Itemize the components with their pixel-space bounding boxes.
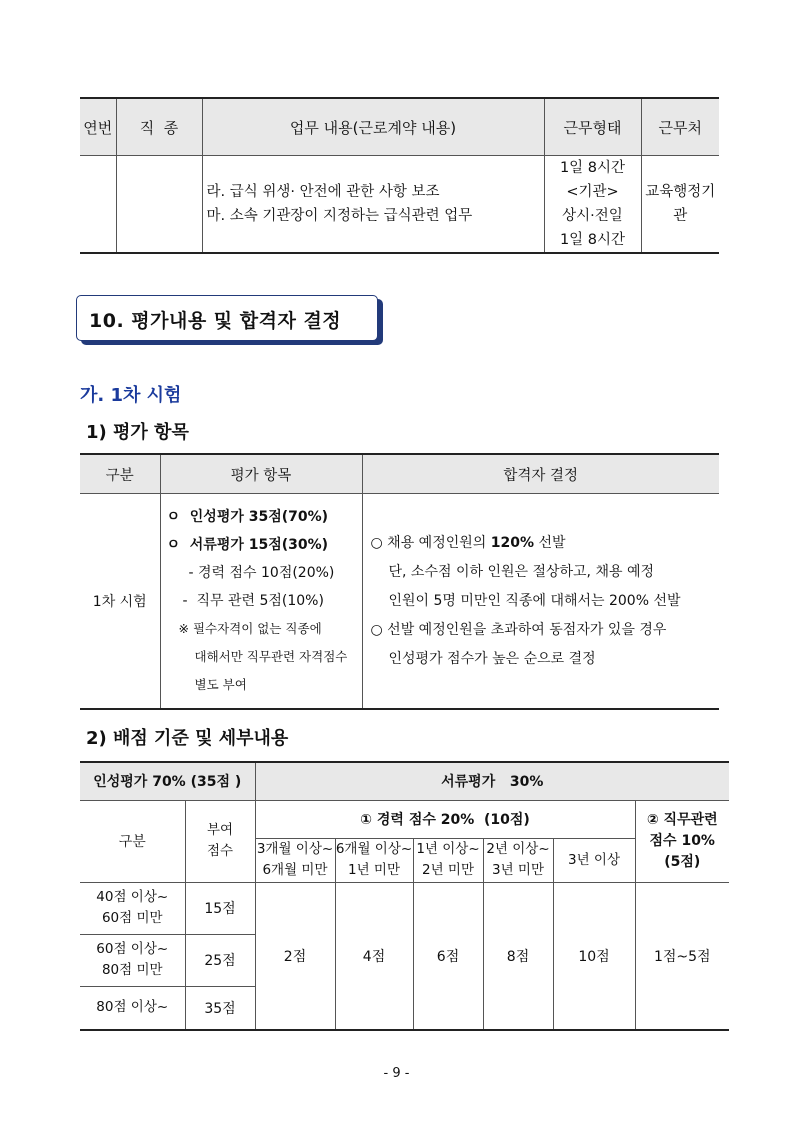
career-range: [553, 838, 635, 882]
career-range-line: 1년 이상~: [416, 841, 480, 857]
personality-range: [80, 934, 185, 986]
career-score: 10점: [553, 882, 635, 1030]
task-line: 라. 급식 위생· 안전에 관한 사항 보조: [206, 184, 440, 200]
header-decision: 합격자 결정: [362, 454, 719, 494]
item-job-related: - 직무 관련 5점(10%): [182, 593, 324, 609]
personality-score: 25점: [185, 934, 255, 986]
personality-range-line: 60점 미만: [101, 910, 163, 926]
form-line: 상시·전일: [562, 208, 623, 224]
scoring-table: [80, 761, 729, 1031]
subsection-first-exam: 가. 1차 시험: [80, 385, 182, 406]
header-place: 근무처: [641, 98, 719, 156]
header-points-line: 부여: [206, 822, 234, 838]
career-score: 6점: [413, 882, 483, 1030]
header-personality: 인성평가 70% (35점 ): [80, 762, 255, 800]
career-range-line: 3년 이상: [567, 851, 620, 868]
career-range-line: 1년 미만: [347, 862, 400, 878]
career-range: [255, 838, 335, 882]
personality-range: [80, 986, 185, 1030]
personality-range: [80, 882, 185, 934]
header-job-line: (5점): [664, 853, 701, 870]
header-tasks: 업무 내용(근로계약 내용): [202, 98, 544, 156]
task-line: 마. 소속 기관장이 지정하는 급식관련 업무: [206, 208, 473, 224]
career-score: 2점: [255, 882, 335, 1030]
career-range-line: 6개월 미만: [262, 862, 328, 878]
header-job: 직 종: [116, 98, 202, 156]
form-line: <기관>: [566, 184, 619, 200]
section-header-box: [76, 295, 378, 341]
item-career: - 경력 점수 10점(20%): [188, 565, 335, 581]
form-line: 1일 8시간: [559, 232, 626, 248]
subsection-scoring: 2) 배점 기준 및 세부내용: [86, 728, 289, 749]
decision-line: ○ 선발 예정인원을 초과하여 동점자가 있을 경우: [370, 621, 667, 638]
note-line: 대해서만 직무관련 자격점수: [194, 649, 348, 664]
header-points-line: 점수: [206, 843, 234, 859]
row-job: [116, 156, 202, 254]
decision-text: 선발: [534, 534, 566, 551]
career-range-line: 3개월 이상~: [256, 841, 334, 857]
personality-range-line: 80점 미만: [101, 962, 163, 978]
career-range: [413, 838, 483, 882]
row-form: [544, 156, 641, 254]
section-title: 10. 평가내용 및 합격자 결정: [89, 310, 342, 332]
row-label: 1차 시험: [80, 494, 160, 710]
header-document: 서류평가 30%: [255, 762, 729, 800]
job-duty-table: [80, 97, 719, 254]
career-range: [483, 838, 553, 882]
header-job-line: ② 직무관련: [646, 811, 718, 828]
personality-range-line: 60점 이상~: [96, 941, 169, 957]
decision-cell: [362, 494, 719, 710]
place-line: 관: [673, 208, 688, 224]
header-form: 근무형태: [544, 98, 641, 156]
career-range-line: 3년 미만: [491, 862, 544, 878]
row-place: [641, 156, 719, 254]
decision-line: 인성평가 점수가 높은 순으로 결정: [388, 650, 596, 667]
career-range: [335, 838, 413, 882]
decision-line: 단, 소수점 이하 인원은 절상하고, 채용 예정: [388, 563, 655, 580]
item-personality: ㅇ 인성평가 35점(70%): [166, 509, 329, 525]
decision-percent: 120%: [490, 534, 534, 551]
career-score: 4점: [335, 882, 413, 1030]
header-points: [185, 800, 255, 882]
note-line: ※ 필수자격이 없는 직종에: [178, 621, 322, 636]
header-category: 구분: [80, 454, 160, 494]
header-job-line: 점수 10%: [649, 832, 715, 849]
career-range-line: 2년 미만: [421, 862, 474, 878]
subsection-eval-items: 1) 평가 항목: [86, 422, 189, 443]
career-score: 8점: [483, 882, 553, 1030]
decision-line: 인원이 5명 미만인 직종에 대해서는 200% 선발: [388, 592, 681, 609]
header-category: 구분: [80, 800, 185, 882]
personality-range-line: 40점 이상~: [96, 889, 169, 905]
decision-text: ○ 채용 예정인원의: [370, 534, 491, 551]
header-career: ① 경력 점수 20% (10점): [255, 800, 635, 838]
eval-items-table: [80, 453, 719, 710]
personality-score: 15점: [185, 882, 255, 934]
personality-range-line: 80점 이상~: [96, 999, 169, 1016]
form-line: 1일 8시간: [559, 160, 626, 176]
decision-line: [371, 529, 720, 558]
page-number: - 9 -: [383, 1066, 410, 1081]
row-no: [80, 156, 116, 254]
personality-score: 35점: [185, 986, 255, 1030]
eval-items-cell: [160, 494, 362, 710]
item-document: ㅇ 서류평가 15점(30%): [166, 537, 329, 553]
header-eval-items: 평가 항목: [160, 454, 362, 494]
career-range-line: 2년 이상~: [486, 841, 550, 857]
career-range-line: 6개월 이상~: [335, 841, 413, 857]
header-no: 연번: [80, 98, 116, 156]
row-tasks: [202, 156, 544, 254]
job-score: 1점~5점: [635, 882, 729, 1030]
header-job-related: [635, 800, 729, 882]
place-line: 교육행정기: [645, 184, 716, 200]
note-line: 별도 부여: [194, 677, 247, 692]
